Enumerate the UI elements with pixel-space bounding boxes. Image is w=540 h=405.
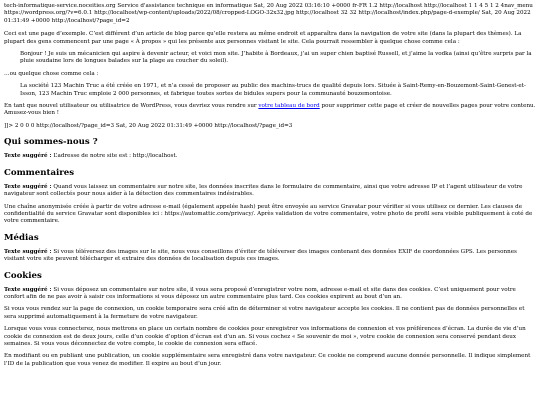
media-text: Si vous téléversez des images sur le site, nous vous conseillons d’éviter de téléverser des images contenant des données EXIF de coordonnées GPS. Les personnes visitant votre site peuvent télécharger et extraire des données de localisation depuis ces images.	[4, 248, 517, 263]
new-user-paragraph	[4, 103, 536, 118]
section-title-cookies: Cookies	[4, 270, 42, 281]
media-paragraph	[4, 249, 536, 264]
comments-paragraph-2: Une chaîne anonymisée créée à partir de votre adresse e-mail (également appelée hash) peut être envoyée au service Gravatar pour vérifier si vous utilisez ce dernier. Les clauses de confidentialité du service Gravatar sont disponibles ici : https://automattic.com/privacy/. Après validation de votre commentaire, votre photo de profil sera visible publiquement à coté de votre commentaire.	[4, 203, 533, 225]
cookies-paragraph-4: En modifiant ou en publiant une publication, un cookie supplémentaire sera enregistré dans votre navigateur. Ce cookie ne comprend aucune donnée personnelle. Il indique simplement l’ID de la publication que vous venez de modifier. Il expire au bout d’un jour.	[4, 353, 531, 367]
suggested-text-label: Texte suggéré :	[4, 183, 52, 190]
cookies-paragraph-1	[4, 287, 536, 302]
section-title-comments: Commentaires	[4, 167, 75, 178]
section-title-who: Qui sommes-nous ?	[4, 137, 98, 148]
feed-raw-header: tech-informatique-service.noceities.org Service d'assistance technique en informatique Sat, 20 Aug 2022 03:16:10 +0000 fr-FR 1.2 http://localhost http://localhost 1 1 4 5 1 2 4nav_menu https://wordpress.org/?v=6.0.1 http://localhost/wp-content/uploads/2022/08/cropped-LOGO-32x32.jpg http://localhost 32 32 http://localhost/index.php/page-d-exemple/ Sat, 20 Aug 2022 01:31:49 +0000 http://localhost/?page_id=2	[4, 3, 533, 24]
suggested-text-label: Texte suggéré :	[4, 248, 52, 255]
cookies-paragraph-2: Si vous vous rendez sur la page de connexion, un cookie temporaire sera créé afin de déterminer si votre navigateur accepte les cookies. Il ne contient pas de données personnelles et sera supprimé automatiquement à la fermeture de votre navigateur.	[4, 306, 525, 320]
section-title-media: Médias	[4, 232, 39, 243]
example-quote-company	[20, 83, 536, 98]
who-text: L’adresse de notre site est : http://localhost.	[51, 153, 178, 160]
who-paragraph	[4, 153, 536, 160]
quote-text: Bonjour ! Je suis un mécanicien qui aspire à devenir acteur, et voici mon site. J’habite à Bordeaux, j’ai un super chien baptisé Russell, et j’aime la vodka (ainsi qu’être surpris par la pluie soudaine lors de longues balades sur la plage au coucher du soleil).	[20, 51, 532, 65]
comments-paragraph-1	[4, 184, 536, 199]
new-user-text-before: En tant que nouvel utilisateur ou utilisatrice de WordPress, vous devriez vous rendre sur	[4, 103, 259, 110]
suggested-text-label: Texte suggéré :	[4, 286, 52, 293]
comments-text-1: Quand vous laissez un commentaire sur notre site, les données inscrites dans le formulaire de commentaire, ainsi que votre adresse IP et l’agent utilisateur de votre navigateur sont collectés pour nous aider à la détection des commentaires indésirables.	[4, 183, 523, 198]
cookies-paragraph-3: Lorsque vous vous connecterez, nous mettrons en place un certain nombre de cookies pour enregistrer vos informations de connexion et vos préférences d’écran. La durée de vie d’un cookie de connexion est de deux jours, celle d’un cookie d’option d’écran est d’un an. Si vous cochez « Se souvenir de moi », votre cookie de connexion sera conservé pendant deux semaines. Si vous vous déconnectez de votre compte, le cookie de connexion sera effacé.	[4, 326, 526, 347]
feed-raw-footer: ]]> 2 0 0 0 http://localhost/?page_id=3 Sat, 20 Aug 2022 01:31:49 +0000 http://localhost/?page_id=3	[4, 122, 293, 129]
dashboard-link[interactable]: votre tableau de bord	[258, 103, 320, 110]
example-quote-mechanic	[20, 51, 536, 66]
cookies-text-1: Si vous déposez un commentaire sur notre site, il vous sera proposé d’enregistrer votre nom, adresse e-mail et site dans des cookies. C’est uniquement pour votre confort afin de ne pas avoir à saisir ces informations si vous déposez un autre commentaire plus tard. Ces cookies expirent au bout d’un an.	[4, 286, 516, 300]
or-text: …ou quelque chose comme cela :	[4, 70, 99, 77]
quote-text: La société 123 Machin Truc a été créée en 1971, et n’a cessé de proposer au public des machins-trucs de qualité depuis lors. Située à Saint-Remy-en-Bouzemont-Saint-Genest-et-Isson, 123 Machin Truc emploie 2 000 personnes, et fabrique toutes sortes de bidules supers pour la communauté bouzemontoise.	[20, 83, 526, 97]
intro-paragraph: Ceci est une page d’exemple. C’est différent d’un article de blog parce qu’elle restera au même endroit et apparaîtra dans la navigation de votre site (dans la plupart des thèmes). La plupart des gens commencent par une page « À propos » qui les présente aux personnes visitant le site. Cela pourrait ressembler à quelque chose comme cela :	[4, 31, 522, 45]
new-user-text-after: pour supprimer cette page et créer de nouvelles pages pour votre contenu. Amusez-vous bien !	[4, 103, 536, 117]
suggested-text-label: Texte suggéré :	[4, 153, 52, 160]
